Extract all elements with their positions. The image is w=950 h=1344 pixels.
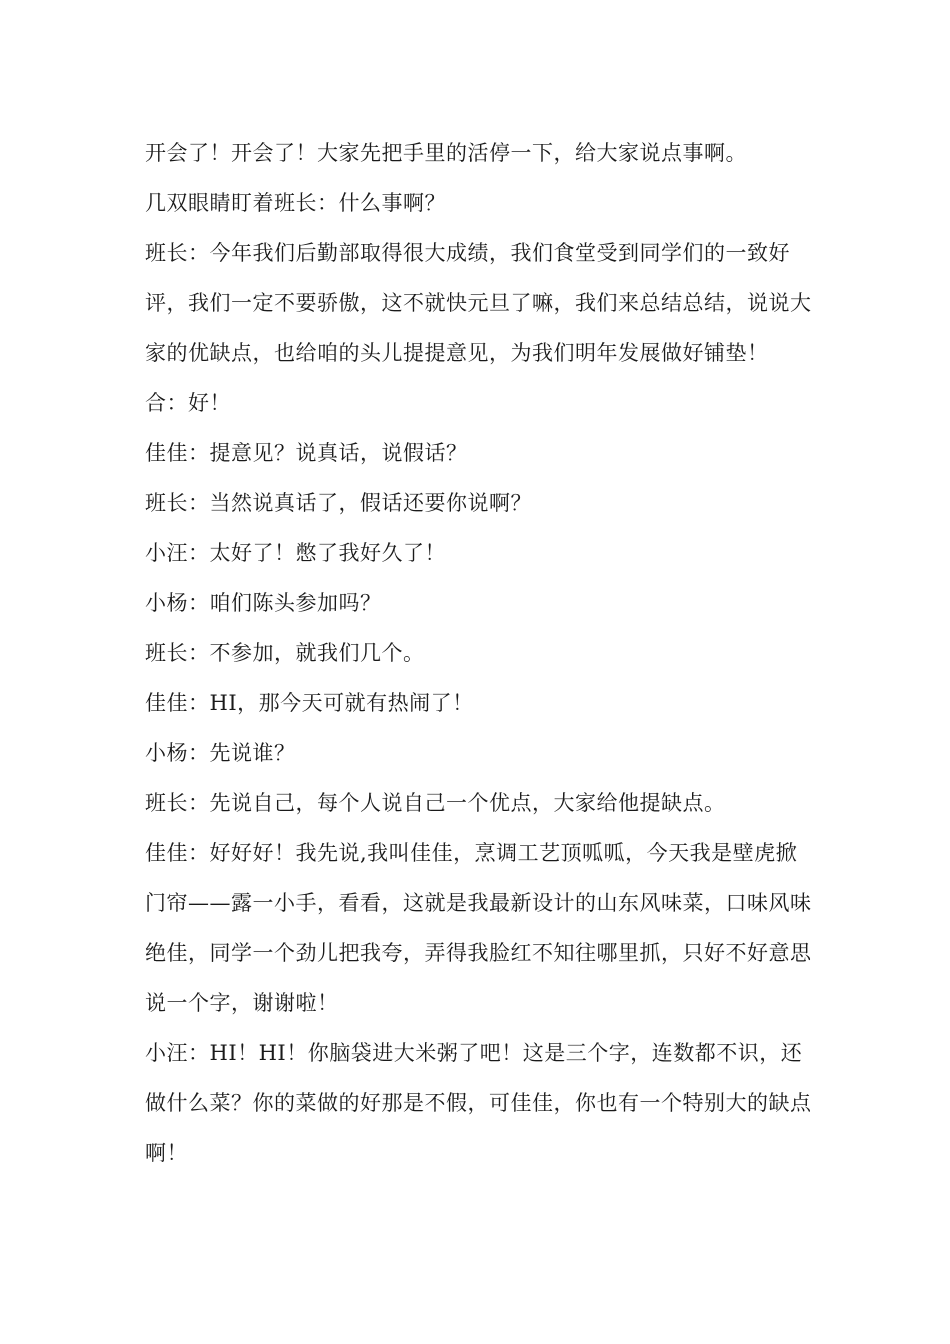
paragraph: 小杨：咱们陈头参加吗？ [145,591,382,615]
paragraph: 小杨：先说谁？ [145,741,296,765]
paragraph: 班长：不参加，就我们几个。 [145,641,425,665]
paragraph: 小汪：HI！HI！你脑袋进大米粥了吧！这是三个字，连数都不识，还做什么菜？你的菜做的好那是不假，可佳佳，你也有一个特别大的缺点啊！ [145,1041,812,1165]
paragraph: 小汪：太好了！憋了我好久了！ [145,541,446,565]
paragraph: 班长：当然说真话了，假话还要你说啊？ [145,491,532,515]
document-body [145,128,815,1178]
paragraph: 佳佳：HI，那今天可就有热闹了！ [145,691,474,715]
paragraph: 班长：先说自己，每个人说自己一个优点，大家给他提缺点。 [145,791,726,815]
paragraph: 班长：今年我们后勤部取得很大成绩，我们食堂受到同学们的一致好评，我们一定不要骄傲，这不就快元旦了嘛，我们来总结总结，说说大家的优缺点，也给咱的头儿提提意见，为我们明年发展做好铺垫！ [145,241,812,365]
paragraph: 几双眼睛盯着班长：什么事啊？ [145,191,446,215]
paragraph: 佳佳：好好好！我先说,我叫佳佳，烹调工艺顶呱呱，今天我是壁虎掀门帘——露一小手，看看，这就是我最新设计的山东风味菜，口味风味绝佳，同学一个劲儿把我夸，弄得我脸红不知往哪里抓，只好不好意思说一个字，谢谢啦！ [145,841,812,1015]
paragraph: 合：好！ [145,391,231,415]
paragraph: 佳佳：提意见？说真话，说假话？ [145,441,468,465]
paragraph: 开会了！开会了！大家先把手里的活停一下，给大家说点事啊。 [145,141,747,165]
